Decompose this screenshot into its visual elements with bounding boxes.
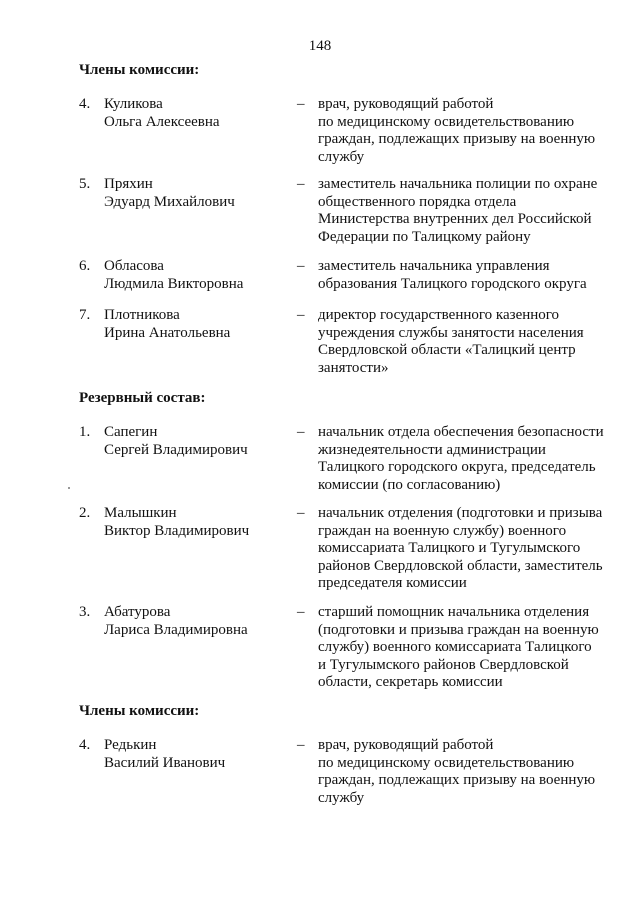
role-line: службу	[318, 789, 365, 806]
role-line: врач, руководящий работой	[318, 96, 494, 112]
entry-number: 1.	[79, 424, 91, 440]
role-line: и Тугулымского районов Свердловской	[318, 656, 569, 673]
entry-number: 3.	[79, 604, 91, 620]
entry-role	[318, 258, 613, 293]
role-line: заместитель начальника полиции по охране	[318, 176, 598, 192]
role-line: граждан, подлежащих призыву на военную	[318, 772, 596, 788]
dash: –	[297, 96, 305, 112]
entry-number: 5.	[79, 176, 91, 192]
entry-role	[318, 176, 613, 246]
entry-name	[104, 737, 304, 772]
surname: Малышкин	[104, 505, 177, 521]
role-line: комиссии (по согласованию)	[318, 476, 501, 493]
role-line: образования Талицкого городского округа	[318, 275, 587, 292]
given-names: Василий Иванович	[104, 754, 226, 771]
given-names: Лариса Владимировна	[104, 621, 248, 638]
role-line: общественного порядка отдела	[318, 193, 517, 210]
entry-name	[104, 258, 304, 293]
role-line: граждан, подлежащих призыву на военную	[318, 131, 596, 147]
surname: Абатурова	[104, 604, 171, 620]
entry-role	[318, 96, 613, 166]
entry-role	[318, 505, 613, 593]
role-line: занятости»	[318, 359, 389, 376]
given-names: Эдуард Михайлович	[104, 193, 235, 210]
entry-role	[318, 604, 613, 692]
role-line: учреждения службы занятости населения	[318, 324, 584, 341]
surname: Редькин	[104, 737, 157, 753]
role-line: Федерации по Талицкому району	[318, 228, 531, 245]
page-number: 148	[308, 38, 332, 54]
role-line: председателя комиссии	[318, 575, 467, 591]
dash: –	[297, 737, 305, 753]
entry-number: 2.	[79, 505, 91, 521]
role-line: Министерства внутренних дел Российской	[318, 211, 592, 227]
section-heading-members: Члены комиссии:	[79, 703, 200, 719]
surname: Сапегин	[104, 424, 158, 440]
entry-role	[318, 307, 613, 377]
dash: –	[297, 307, 305, 323]
surname: Плотникова	[104, 307, 180, 323]
role-line: службу) военного комиссариата Талицкого	[318, 639, 592, 655]
role-line: врач, руководящий работой	[318, 737, 494, 753]
role-line: Свердловской области «Талицкий центр	[318, 342, 576, 358]
entry-role	[318, 424, 613, 494]
entry-number: 7.	[79, 307, 91, 323]
entry-name	[104, 424, 304, 459]
role-line: начальник отделения (подготовки и призыва	[318, 505, 603, 521]
role-line: по медицинскому освидетельствованию	[318, 754, 575, 771]
entry-name	[104, 505, 304, 540]
role-line: по медицинскому освидетельствованию	[318, 113, 575, 130]
given-names: Людмила Викторовна	[104, 275, 244, 292]
role-line: старший помощник начальника отделения	[318, 604, 590, 620]
scan-speck	[68, 487, 70, 489]
role-line: районов Свердловской области, заместитель	[318, 557, 603, 574]
role-line: граждан на военную службу) военного	[318, 522, 567, 539]
section-heading-reserve: Резервный состав:	[79, 390, 206, 406]
surname: Куликова	[104, 96, 163, 112]
given-names: Виктор Владимирович	[104, 522, 250, 539]
entry-name	[104, 96, 304, 131]
surname: Обласова	[104, 258, 164, 274]
surname: Пряхин	[104, 176, 153, 192]
dash: –	[297, 258, 305, 274]
role-line: службу	[318, 148, 365, 165]
role-line: комиссариата Талицкого и Тугулымского	[318, 540, 581, 556]
dash: –	[297, 604, 305, 620]
entry-name	[104, 307, 304, 342]
given-names: Сергей Владимирович	[104, 441, 248, 458]
entry-number: 4.	[79, 737, 91, 753]
entry-number: 6.	[79, 258, 91, 274]
role-line: заместитель начальника управления	[318, 258, 550, 274]
role-line: жизнедеятельности администрации	[318, 441, 546, 458]
dash: –	[297, 424, 305, 440]
section-heading-members: Члены комиссии:	[79, 62, 200, 78]
dash: –	[297, 176, 305, 192]
given-names: Ирина Анатольевна	[104, 324, 231, 341]
entry-name	[104, 604, 304, 639]
role-line: Талицкого городского округа, председатель	[318, 459, 596, 475]
role-line: директор государственного казенного	[318, 307, 560, 323]
role-line: области, секретарь комиссии	[318, 674, 503, 690]
role-line: начальник отдела обеспечения безопасности	[318, 424, 604, 440]
given-names: Ольга Алексеевна	[104, 113, 220, 130]
entry-number: 4.	[79, 96, 91, 112]
role-line: (подготовки и призыва граждан на военную	[318, 621, 599, 638]
entry-name	[104, 176, 304, 211]
entry-role	[318, 737, 613, 807]
dash: –	[297, 505, 305, 521]
